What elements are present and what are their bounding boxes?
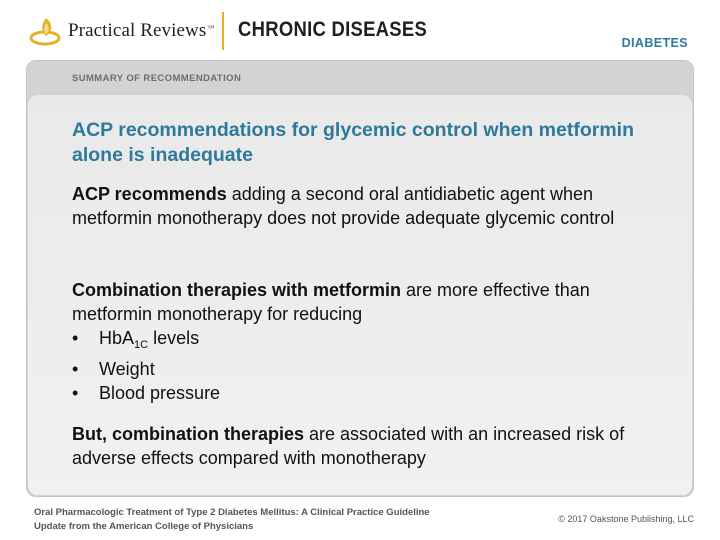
brand-logo bbox=[28, 14, 214, 48]
paragraph-adverse-effects: But, combination therapies are associated with an increased risk of adverse effects compared with monotherapy bbox=[72, 424, 625, 468]
paragraph-acp-recommends: ACP recommends adding a second oral antidiabetic agent when metformin monotherapy does not provide adequate glycemic control bbox=[72, 184, 615, 228]
benefit-list bbox=[72, 326, 220, 405]
card-bar-label: SUMMARY OF RECOMMENDATION bbox=[72, 73, 242, 84]
list-item: • HbA$_{1C}$ levels bbox=[72, 328, 200, 351]
flame-swirl-icon bbox=[28, 14, 64, 48]
list-item: • Blood pressure bbox=[72, 383, 221, 403]
slide-header bbox=[0, 0, 720, 60]
brand-name: Practical Reviews™ bbox=[68, 20, 215, 41]
slide-title: ACP recommendations for glycemic control when metformin alone is inadequate bbox=[72, 119, 634, 166]
list-item: • Weight bbox=[72, 359, 155, 379]
paragraph-combination-therapies: Combination therapies with metformin are more effective than metformin monotherapy for reducing bbox=[72, 280, 590, 324]
topic-label: DIABETES bbox=[621, 36, 688, 50]
citation: Oral Pharmacologic Treatment of Type 2 Diabetes Mellitus: A Clinical Practice Guideline Update from the American College of Physicians bbox=[34, 507, 430, 532]
header-divider bbox=[222, 12, 224, 50]
copyright-notice: © 2017 Oakstone Publishing, LLC bbox=[558, 514, 694, 524]
series-title: CHRONIC DISEASES bbox=[238, 18, 428, 41]
